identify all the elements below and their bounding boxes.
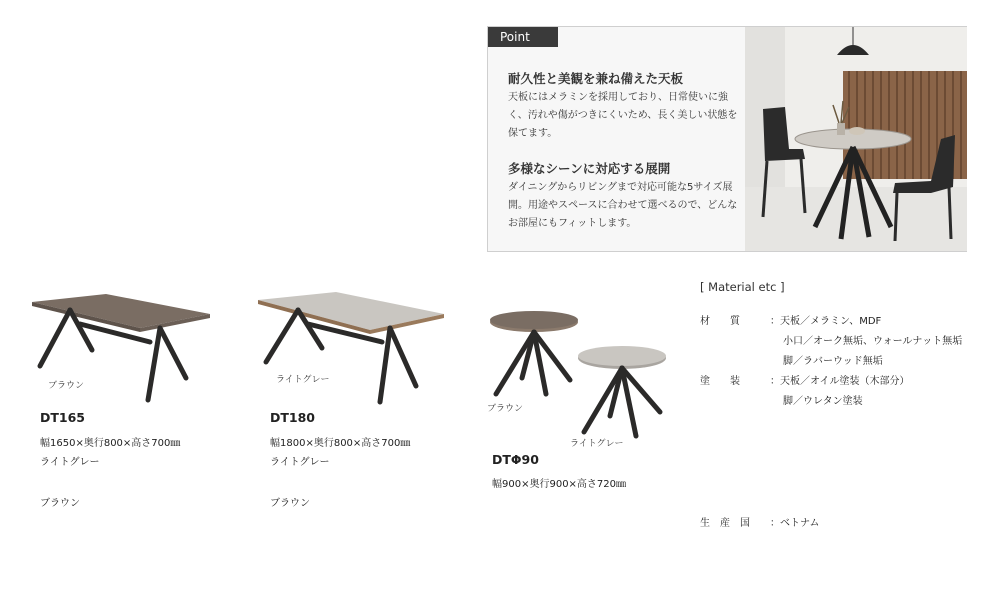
product-code: DTΦ90 <box>492 452 539 467</box>
product-color-2: ブラウン <box>270 498 310 509</box>
product-color-1: ライトグレー <box>270 457 330 468</box>
product-size: 幅1800×奥行800×高さ700㎜ <box>270 438 411 449</box>
point-heading-2: 多様なシーンに対応する展開 <box>508 161 671 176</box>
product-size: 幅900×奥行900×高さ720㎜ <box>492 479 627 490</box>
product-code: DT180 <box>270 410 315 425</box>
product-color-1: ライトグレー <box>40 457 100 468</box>
origin-label: 生 産 国 <box>700 518 750 529</box>
point-tag: Point <box>488 27 558 47</box>
point-text-2: ダイニングからリビングまで対応可能な5サイズ展開。用途やスペースに合わせて選べるので、どんなお部屋にもフィットします。 <box>508 182 738 229</box>
product-image-dt180 <box>256 290 446 410</box>
product-code: DT165 <box>40 410 85 425</box>
product-image-label: ブラウン <box>48 381 85 391</box>
material-title: [ Material etc ] <box>700 280 785 294</box>
coating-value: ：天板／オイル塗装（木部分） <box>770 376 910 387</box>
point-text-1: 天板にはメラミンを採用しており、日常使いに強く、汚れや傷がつきにくいため、長く美しい状態を保てます。 <box>508 92 738 139</box>
origin-value: ：ベトナム <box>770 518 820 529</box>
product-image-label: ライトグレー <box>276 375 330 385</box>
material-label: 材 質 <box>700 316 740 327</box>
product-image-label-gray: ライトグレー <box>570 439 624 449</box>
product-size: 幅1650×奥行800×高さ700㎜ <box>40 438 181 449</box>
dining-photo <box>745 27 967 251</box>
point-heading-1: 耐久性と美観を兼ね備えた天板 <box>508 71 684 86</box>
point-panel <box>487 26 967 252</box>
product-image-dt90 <box>486 308 670 448</box>
material-value: ：天板／メラミン、MDF <box>770 316 882 327</box>
product-image-label-brown: ブラウン <box>487 404 524 414</box>
coating-value: 脚／ウレタン塗装 <box>783 396 863 407</box>
material-value: 脚／ラバーウッド無垢 <box>783 356 883 367</box>
material-value: 小口／オーク無垢、ウォールナット無垢 <box>783 336 963 347</box>
product-color-2: ブラウン <box>40 498 80 509</box>
coating-label: 塗 装 <box>700 376 740 387</box>
